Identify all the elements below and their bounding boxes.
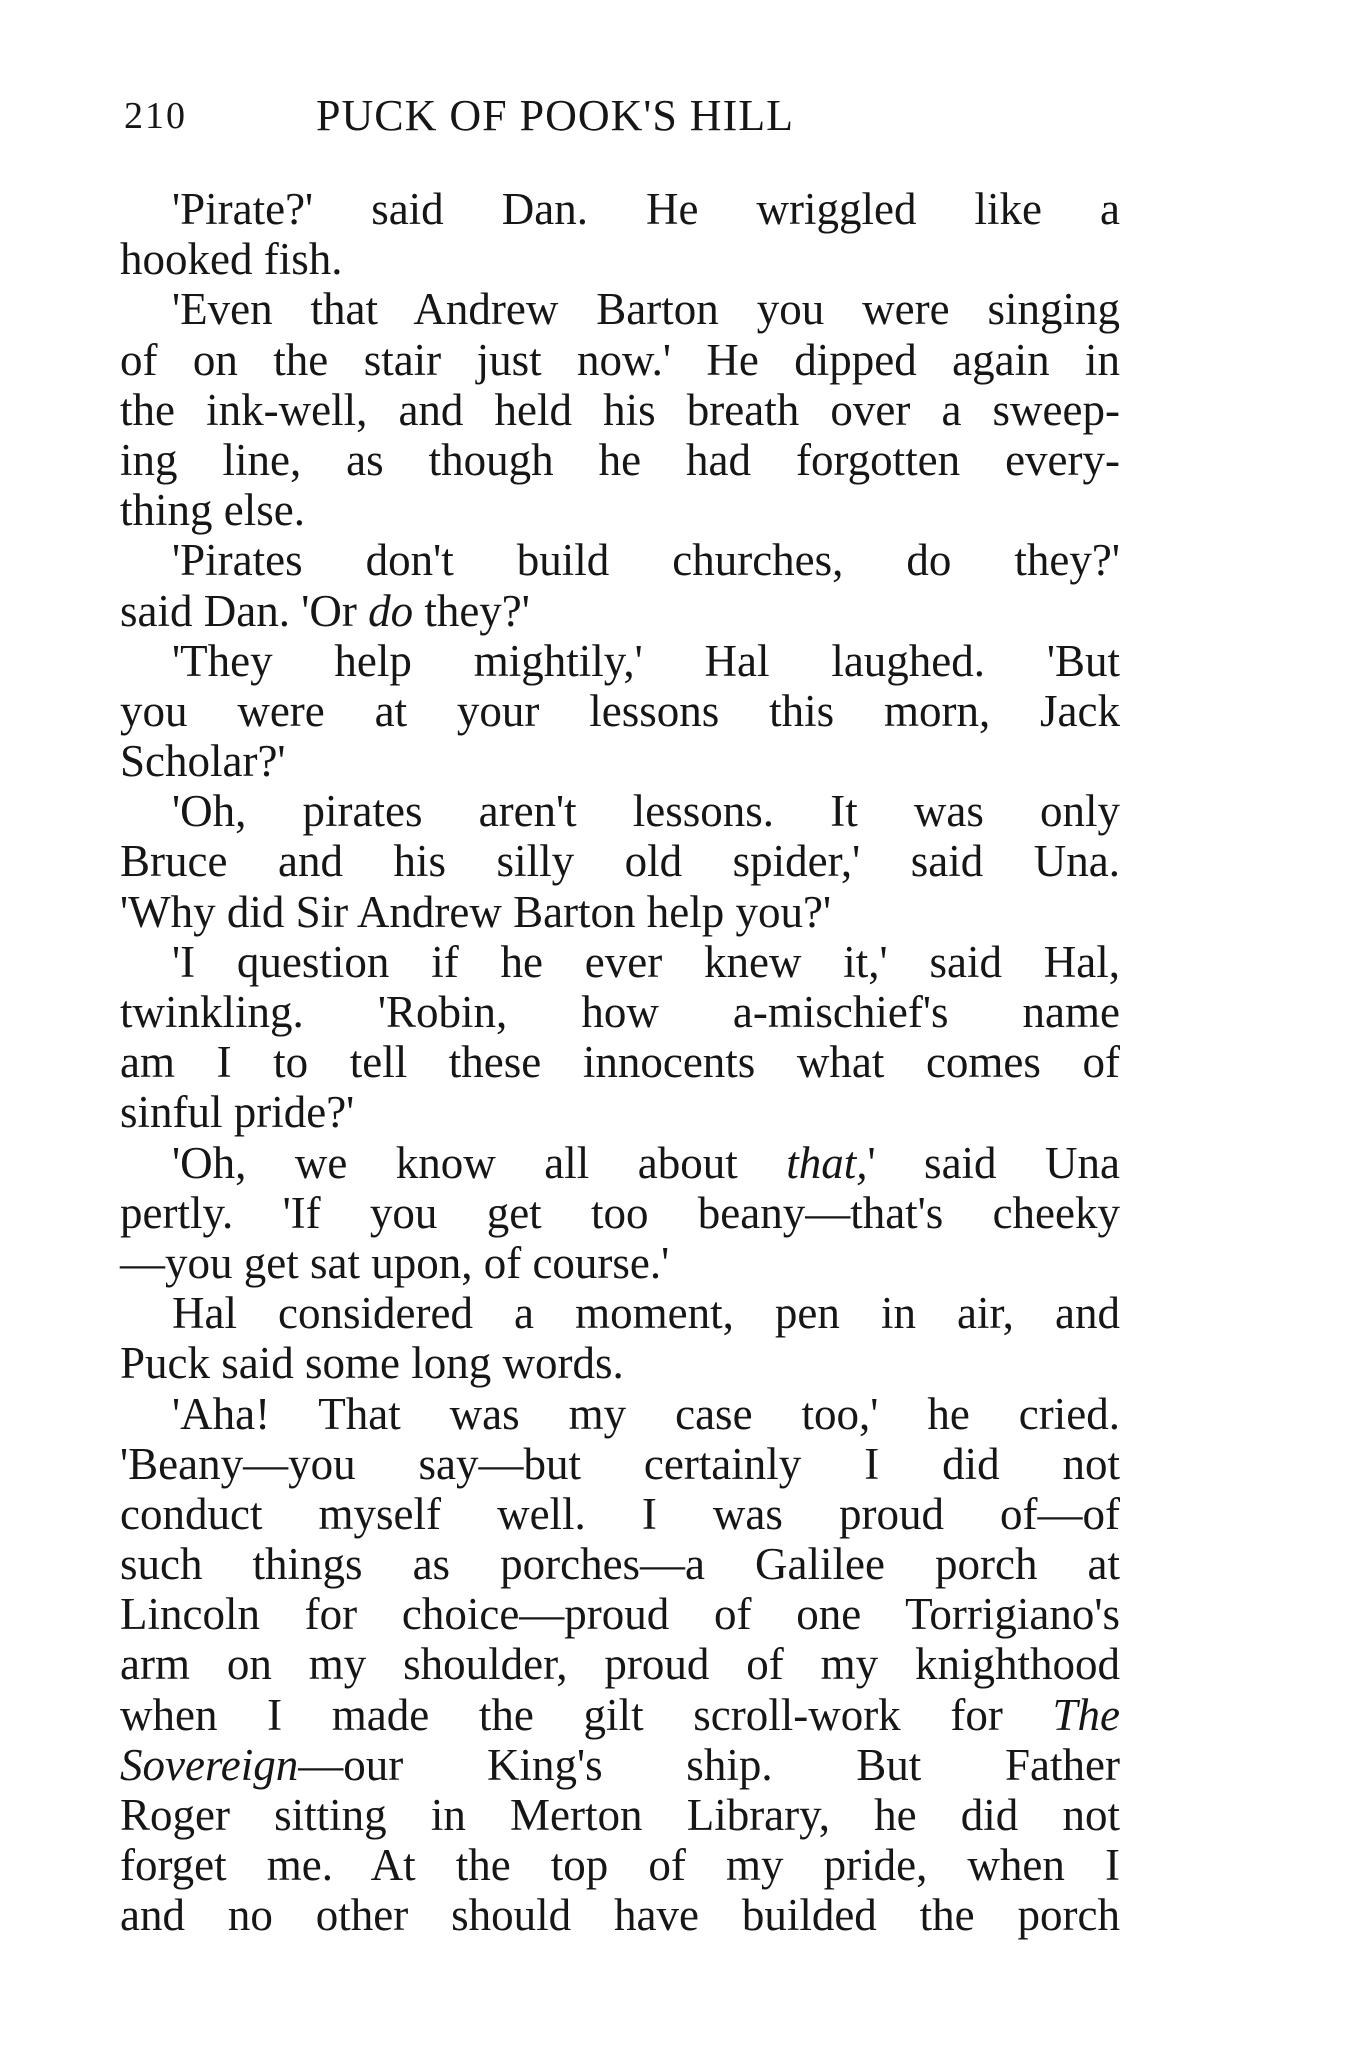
- page-header: [124, 86, 1124, 146]
- text-line: 'They help mightily,' Hal laughed. 'But: [172, 635, 1120, 686]
- italic-text: that,: [786, 1137, 868, 1188]
- text-line: 'Beany—you say—but certainly I did not: [120, 1438, 1120, 1489]
- text-line: Roger sitting in Merton Library, he did not: [120, 1790, 1120, 1840]
- text-line: you were at your lessons this morn, Jack: [120, 685, 1120, 736]
- italic-text: Sovereign: [120, 1739, 299, 1790]
- text-segment: they?': [413, 585, 530, 636]
- text-line: forget me. At the top of my pride, when I: [120, 1840, 1120, 1891]
- text-line: Lincoln for choice—proud of one Torrigiano's: [120, 1589, 1120, 1640]
- text-line: Bruce and his silly old spider,' said Una.: [120, 836, 1120, 887]
- text-line: [120, 1138, 1120, 1188]
- text-line: Scholar?': [120, 736, 286, 787]
- text-line: the ink-well, and held his breath over a sweep-: [120, 384, 1120, 435]
- text-line: 'Oh, pirates aren't lessons. It was only: [172, 786, 1120, 837]
- body-text: [120, 184, 1120, 1941]
- text-line: conduct myself well. I was proud of—of: [120, 1488, 1120, 1539]
- text-line: arm on my shoulder, proud of my knighthood: [120, 1639, 1120, 1690]
- text-line: [120, 1690, 1120, 1740]
- text-line: —you get sat upon, of course.': [120, 1237, 670, 1288]
- text-line: Puck said some long words.: [120, 1338, 624, 1389]
- text-line: 'Pirate?' said Dan. He wriggled like a: [172, 184, 1120, 234]
- text-line: [120, 1740, 1120, 1790]
- text-segment: when I made the gilt scroll-work for: [120, 1689, 1053, 1740]
- text-line: twinkling. 'Robin, how a-mischief's name: [120, 987, 1120, 1037]
- text-line: 'Aha! That was my case too,' he cried.: [172, 1388, 1120, 1439]
- text-segment: said Dan. 'Or: [120, 585, 369, 636]
- running-title: PUCK OF POOK'S HILL: [316, 91, 794, 140]
- text-line: 'Pirates don't build churches, do they?': [172, 535, 1120, 586]
- page-number: 210: [124, 95, 187, 137]
- text-segment: —our King's ship. But Father: [298, 1739, 1120, 1790]
- text-line: of on the stair just now.' He dipped again in: [120, 334, 1120, 385]
- text-line: such things as porches—a Galilee porch at: [120, 1539, 1120, 1590]
- italic-text: The: [1052, 1689, 1120, 1740]
- text-line: Hal considered a moment, pen in air, and: [172, 1288, 1120, 1339]
- text-line: hooked fish.: [120, 234, 343, 285]
- text-line: [120, 586, 1120, 636]
- italic-text: do: [368, 585, 414, 636]
- text-segment: ' said Una: [867, 1137, 1120, 1188]
- text-line: ing line, as though he had forgotten every-: [120, 434, 1120, 485]
- text-line: 'Even that Andrew Barton you were singing: [172, 284, 1120, 335]
- text-line: and no other should have builded the porch: [120, 1890, 1120, 1941]
- text-line: am I to tell these innocents what comes of: [120, 1037, 1120, 1088]
- text-line: pertly. 'If you get too beany—that's cheeky: [120, 1187, 1120, 1238]
- text-line: 'I question if he ever knew it,' said Hal,: [172, 936, 1120, 987]
- text-line: sinful pride?': [120, 1087, 355, 1138]
- text-line: thing else.: [120, 485, 305, 536]
- text-line: 'Why did Sir Andrew Barton help you?': [120, 886, 832, 937]
- text-segment: 'Oh, we know all about: [172, 1137, 787, 1188]
